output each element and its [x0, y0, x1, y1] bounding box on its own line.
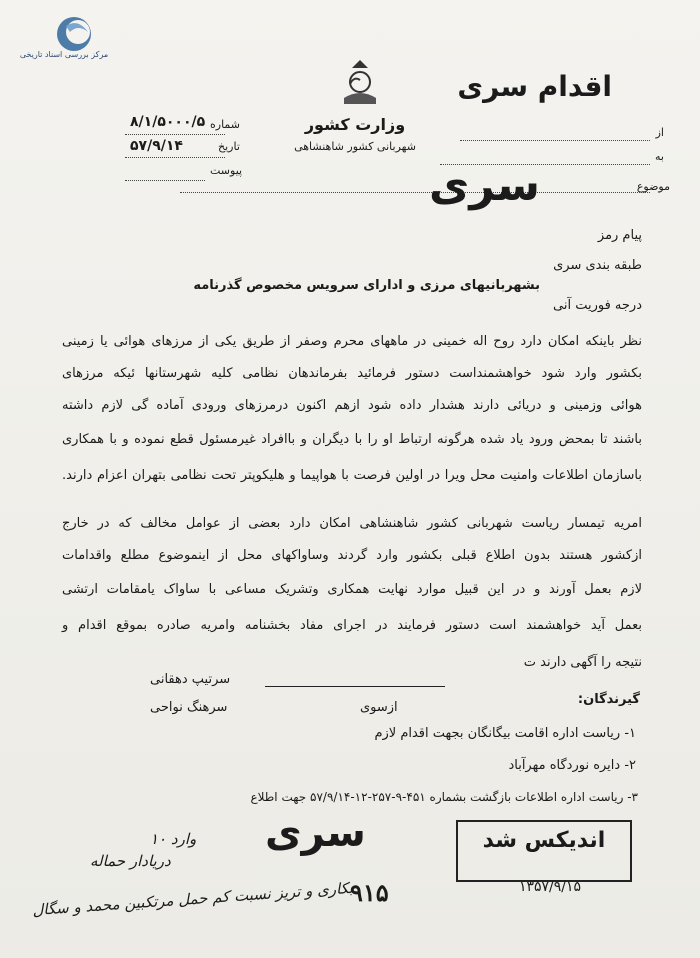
body-line-10: امریه تیمسار ریاست شهربانی کشور شاهنشاهی امکان دارد بعضی از عوامل مخالف که در خارج: [62, 516, 642, 531]
lion-sun-emblem-icon: [330, 58, 390, 108]
number-value: ۸/۱/۵۰۰۰/۵: [130, 114, 206, 130]
attachment-label: پیوست: [210, 164, 243, 177]
secret-stamp-top: سری: [429, 160, 540, 211]
indicator-stamp-box: [456, 820, 632, 882]
handwritten-note-2: دریادار حماله: [90, 852, 171, 870]
archive-logo-caption: مرکز بررسی اسناد تاریخی: [19, 50, 109, 59]
ministry-title: وزارت کشور: [304, 115, 406, 134]
date-label: تاریخ: [218, 140, 240, 153]
signature-line: [265, 686, 445, 687]
handwritten-note-1: وارد ۱۰: [150, 830, 197, 848]
archive-logo-icon: [26, 10, 116, 70]
recipient-2: ۲- دایره نوردگاه مهرآباد: [508, 758, 636, 773]
body-line-5: نظر باینکه امکان دارد روح اله خمینی در ماههای محرم وصفر از طریق یکی از مرزهای هوائی یا زمینی: [62, 334, 642, 349]
secret-stamp-bottom: سری: [265, 810, 366, 856]
number-label: شماره: [210, 118, 241, 131]
signature-dehghani: سرتیپ دهقانی: [150, 672, 231, 687]
body-line-6: بکشور وارد شود خواهشمنداست دستور فرمائید بفرماندهان نظامی کلیه شهرستانها ئیکه مرزهای: [62, 366, 642, 381]
handwritten-note-3: بکاری و تریز نسبت کم حمل مرتکبین محمد و سگال: [31, 878, 354, 920]
subject-dotline: [180, 192, 650, 193]
recipient-1: ۱- ریاست اداره اقامت بیگانگان بجهت اقدام لازم: [374, 726, 636, 741]
body-line-1: پیام رمز: [597, 228, 642, 243]
subject-label: موضوع: [636, 180, 670, 193]
date-dotline: [125, 157, 225, 158]
body-line-3: بشهربانیهای مرزی و ادارای سرویس مخصوص گذرنامه: [193, 278, 540, 293]
handwritten-number: ۹۱۵: [350, 878, 389, 907]
recipients-heading: گیرندگان:: [577, 692, 640, 707]
signature-from-word: ازسوی: [360, 700, 398, 715]
body-line-4: درجه فوریت آنی: [553, 298, 642, 313]
urgent-secret-stamp: اقدام سری: [457, 70, 612, 103]
body-line-11: ازکشور هستند بدون اطلاع قبلی بکشور وارد گردند وساواکهای محل از اینموضوع مطلع واقدامات: [62, 548, 642, 563]
indicator-stamp-text: اندیکس شد: [482, 828, 606, 853]
date-value: ۵۷/۹/۱۴: [130, 138, 183, 154]
body-line-12: لازم بعمل آورند و در این قبیل موارد نهایت همکاری وتشریک مساعی با ساواک یامقامات ارتشی: [62, 582, 642, 597]
to-dotline: [460, 140, 650, 141]
attachment-dotline: [125, 180, 205, 181]
body-line-2: طبقه بندی سری: [553, 258, 642, 273]
municipality-subtitle: شهربانی کشور شاهنشاهی: [294, 140, 416, 153]
signature-navahi: سرهنگ نواحی: [150, 700, 228, 715]
number-dotline: [125, 134, 225, 135]
recipient-3: ۳- ریاست اداره اطلاعات بازگشت بشماره ۴۵۱-۹-۲۵۷-۱۲-۵۷/۹/۱۴ جهت اطلاع: [250, 790, 638, 804]
body-line-7: هوائی وزمینی و دریائی دارند هشدار داده شود ازهم اکنون درمرزهای ورودی آماده گی لازم داشته: [62, 398, 642, 413]
from-label: به: [655, 150, 664, 163]
to-label: از: [655, 126, 664, 139]
indicator-number: ۱۳۵۷/۹/۱۵: [518, 879, 582, 895]
body-line-13: بعمل آید خواهشمند است دستور فرمایند در اجرای مفاد بخشنامه وامریه صادره بموقع اقدام و: [62, 618, 642, 633]
body-line-9: باسازمان اطلاعات وامنیت محل ویرا در اولین فرصت با هواپیما و هلیکوپتر تحت نظامی بتهران اعزام دارند.: [62, 468, 642, 483]
body-line-8: باشند تا بمحض ورود یاد شده هرگونه ارتباط او را با دیگران و باافراد غیرمسئول قطع نموده و با همکاری: [62, 432, 642, 447]
body-line-14: نتیجه را آگهی دارند ت: [523, 655, 642, 670]
